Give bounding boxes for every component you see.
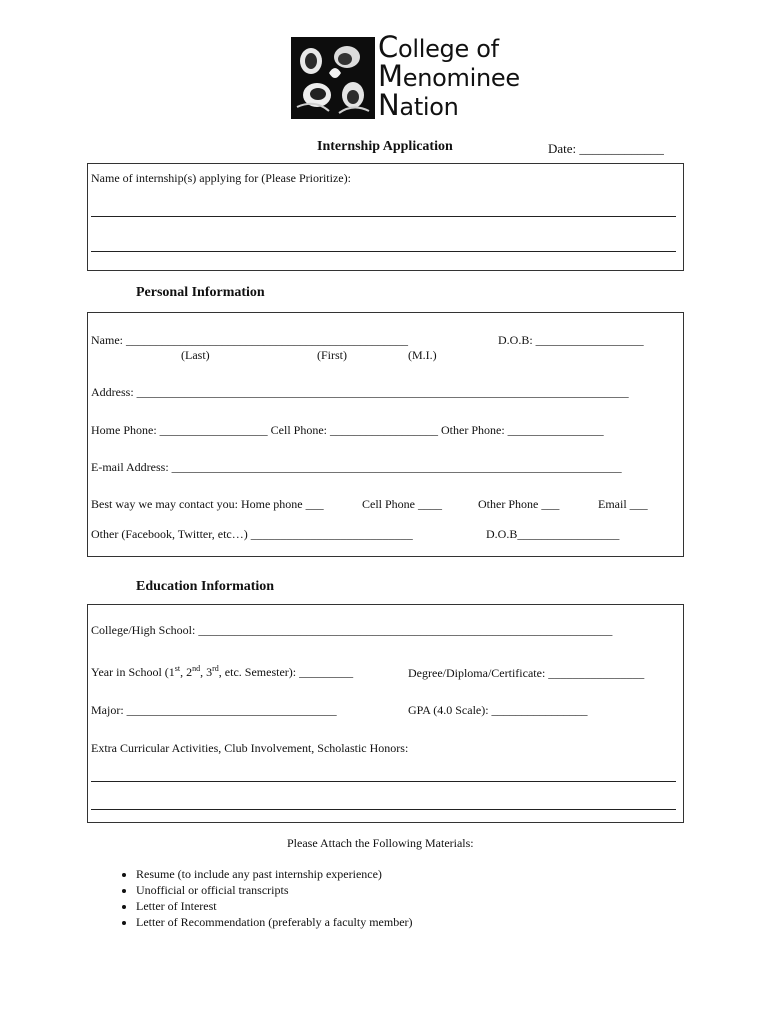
personal-info-heading: Personal Information — [136, 285, 265, 300]
activities-line-1[interactable] — [91, 781, 676, 782]
logo-line2: enominee — [402, 64, 520, 92]
degree-field[interactable]: Degree/Diploma/Certificate: ________________ — [408, 666, 645, 680]
contact-home-phone-option[interactable]: Best way we may contact you: Home phone ___ — [91, 497, 324, 511]
list-item: • Letter of Interest — [136, 898, 413, 914]
name-field[interactable]: Name: _______________________________________________ — [91, 333, 408, 347]
logo-cap-m: M — [378, 59, 403, 93]
date-field[interactable]: Date: _____________ — [548, 141, 664, 156]
other-social-field[interactable]: Other (Facebook, Twitter, etc…) ___________________________ — [91, 527, 413, 541]
contact-other-phone-option[interactable]: Other Phone ___ — [478, 497, 560, 511]
activities-label: Extra Curricular Activities, Club Involvement, Scholastic Honors: — [91, 741, 409, 755]
logo-cap-n: N — [378, 88, 400, 122]
education-info-box — [87, 604, 684, 823]
year-mid-1: , 2 — [180, 665, 193, 679]
internship-box — [87, 163, 684, 271]
gpa-field[interactable]: GPA (4.0 Scale): ________________ — [408, 703, 588, 717]
year-suffix: , etc. Semester): _________ — [218, 665, 354, 679]
name-sub-mi: (M.I.) — [408, 348, 437, 362]
activities-line-2[interactable] — [91, 809, 676, 810]
list-item: • Unofficial or official transcripts — [136, 882, 413, 898]
phone-fields[interactable]: Home Phone: __________________ Cell Phone: __________________ Other Phone: ________________ — [91, 423, 604, 437]
personal-info-box — [87, 312, 684, 557]
logo-artwork-icon — [291, 37, 375, 119]
logo-line3: ation — [399, 93, 459, 121]
dob-field-2[interactable]: D.O.B_________________ — [486, 527, 620, 541]
dob-field[interactable]: D.O.B: __________________ — [498, 333, 644, 347]
year-in-school-field[interactable] — [91, 664, 353, 680]
page-title: Internship Application — [317, 139, 453, 154]
logo-cap-c: C — [378, 30, 398, 64]
year-mid-2: , 3 — [200, 665, 213, 679]
school-field[interactable]: College/High School: _____________________________________________________________________ — [91, 623, 613, 637]
attachments-list — [112, 866, 413, 930]
name-sub-first: (First) — [317, 348, 347, 362]
internship-line-1[interactable] — [91, 216, 676, 217]
college-logo-text — [378, 30, 520, 122]
major-field[interactable]: Major: ___________________________________ — [91, 703, 337, 717]
address-field[interactable]: Address: __________________________________________________________________________________ — [91, 385, 629, 399]
year-sup-3: rd — [212, 664, 219, 673]
contact-email-option[interactable]: Email ___ — [598, 497, 648, 511]
year-sup-1: st — [174, 664, 181, 673]
list-item: • Resume (to include any past internship experience) — [136, 866, 413, 882]
internship-line-2[interactable] — [91, 251, 676, 252]
attachments-heading: Please Attach the Following Materials: — [287, 836, 474, 850]
education-info-heading: Education Information — [136, 579, 275, 594]
email-field[interactable]: E-mail Address: ___________________________________________________________________________ — [91, 460, 622, 474]
year-prefix: Year in School (1 — [91, 665, 175, 679]
internship-prompt: Name of internship(s) applying for (Please Prioritize): — [91, 171, 351, 185]
list-item: • Letter of Recommendation (preferably a faculty member) — [136, 914, 413, 930]
logo-line1: ollege of — [397, 35, 499, 63]
year-sup-2: nd — [192, 664, 201, 673]
name-sub-last: (Last) — [181, 348, 210, 362]
college-logo-image — [291, 37, 375, 119]
contact-cell-phone-option[interactable]: Cell Phone ____ — [362, 497, 442, 511]
